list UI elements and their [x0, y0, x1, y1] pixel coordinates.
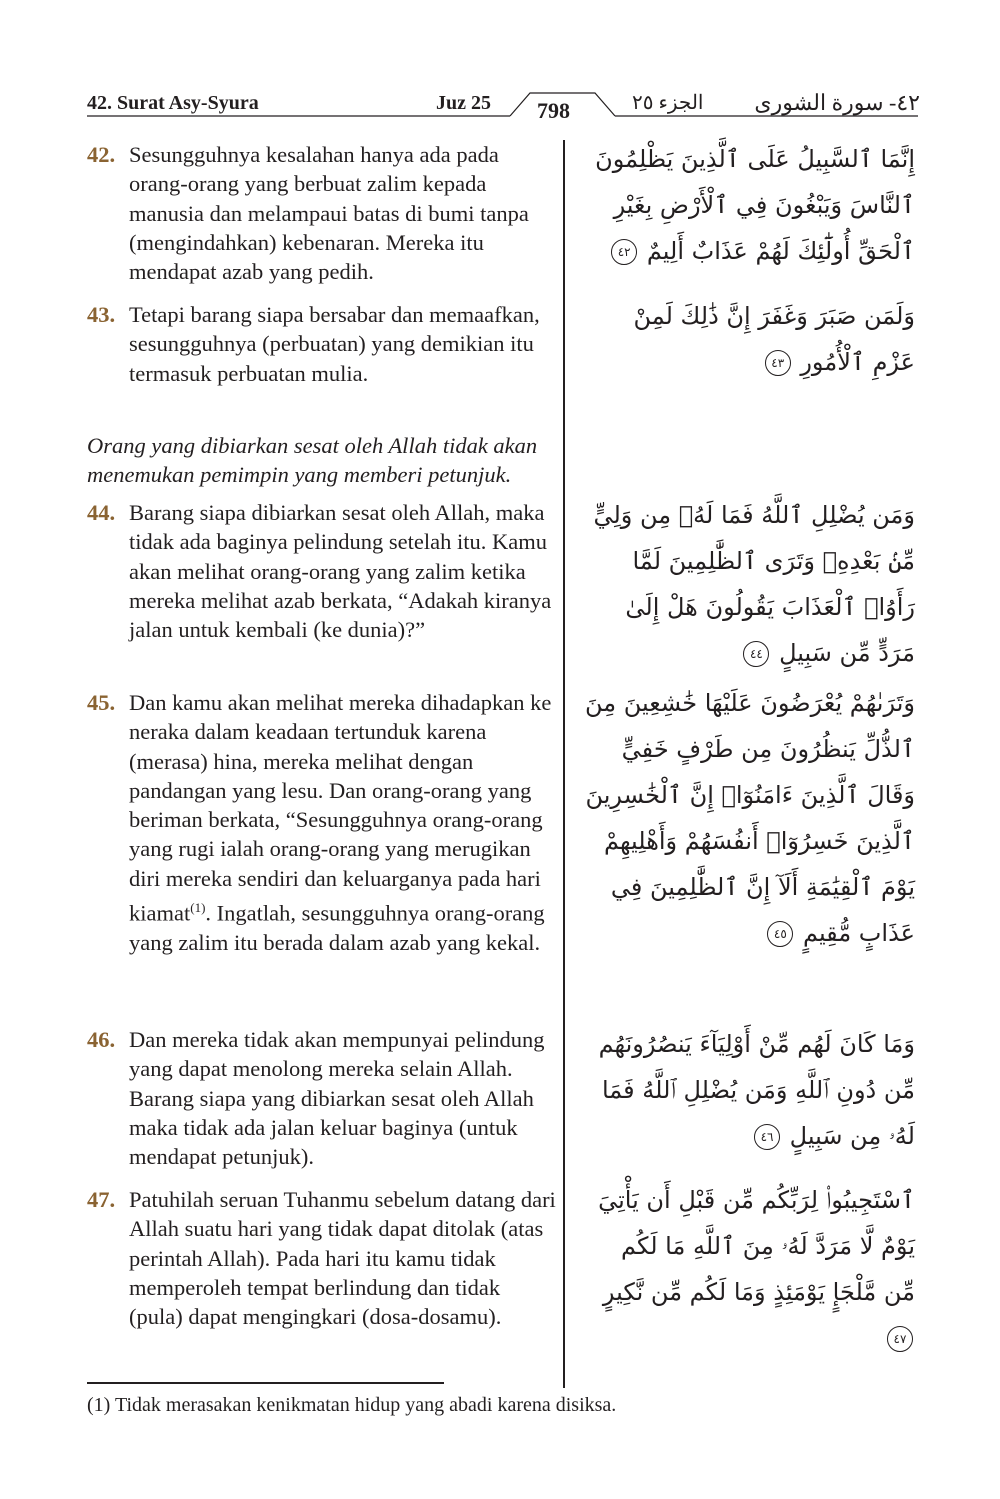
verse-number: 43. [87, 302, 116, 327]
footnote: (1) Tidak merasakan kenikmatan hidup yang abadi karena disiksa. [87, 1394, 617, 1416]
arabic-text: ٱسْتَجِيبُوا۟ لِرَبِّكُم مِّن قَبْلِ أَن يَأْتِيَ يَوْمٌ لَّا مَرَدَّ لَهُۥ مِنَ ٱللَّهِ مَا لَكُم مِّن مَّلْجَإٍ يَوْمَئِذٍ وَمَا لَكُم مِّن نَّكِيرٍ [598, 1186, 915, 1306]
verse-45-translation [87, 688, 557, 957]
surah-title-latin: 42. Surat Asy-Syura [87, 92, 259, 114]
verse-42-arabic [585, 136, 915, 274]
verse-text: Tetapi barang siapa bersabar dan memaafkan, sesungguhnya (perbuatan) yang demikian itu termasuk perbuatan mulia. [129, 302, 540, 386]
verse-42-translation [87, 140, 557, 286]
section-summary: Orang yang dibiarkan sesat oleh Allah tidak akan menemukan pemimpin yang memberi petunjuk. [87, 433, 538, 488]
verse-46-translation [87, 1025, 557, 1171]
arabic-text: وَمَن يُضْلِلِ ٱللَّهُ فَمَا لَهُۥ مِن وَلِيٍّ مِّنۢ بَعْدِهِۦ وَتَرَى ٱلظَّٰلِمِينَ لَمَّا رَأَوُا۟ ٱلْعَذَابَ يَقُولُونَ هَلْ إِلَىٰ مَرَدٍّ مِّن سَبِيلٍ [593, 501, 915, 667]
page-header [0, 88, 1000, 128]
verse-text [129, 688, 557, 957]
ayah-end-marker: ٤٥ [767, 921, 793, 947]
ayah-end-marker: ٤٢ [611, 239, 637, 265]
ayah-end-marker: ٤٣ [765, 350, 791, 376]
verse-text-part: Dan kamu akan melihat mereka dihadapkan ke neraka dalam keadaan tertunduk karena (merasa) hina, mereka melihat dengan pandangan yang lesu. Dan orang-orang yang beriman berkata, “Sesungguhnya orang-orang yang rugi ialah orang-orang yang merugikan diri mereka sendiri dan keluarganya pada hari kiamat [129, 690, 552, 926]
arabic-text: وَتَرَىٰهُمْ يُعْرَضُونَ عَلَيْهَا خَٰشِعِينَ مِنَ ٱلذُّلِّ يَنظُرُونَ مِن طَرْفٍ خَفِيٍّ وَقَالَ ٱلَّذِينَ ءَامَنُوٓا۟ إِنَّ ٱلْخَٰسِرِينَ ٱلَّذِينَ خَسِرُوٓا۟ أَنفُسَهُمْ وَأَهْلِيهِمْ يَوْمَ ٱلْقِيَٰمَةِ أَلَآ إِنَّ ٱلظَّٰلِمِينَ فِي عَذَابٍ مُّقِيمٍ [585, 689, 915, 947]
arabic-text: إِنَّمَا ٱلسَّبِيلُ عَلَى ٱلَّذِينَ يَظْلِمُونَ ٱلنَّاسَ وَيَبْغُونَ فِي ٱلْأَرْضِ بِغَيْرِ ٱلْحَقِّ أُولَٰٓئِكَ لَهُمْ عَذَابٌ أَلِيمٌ [595, 145, 915, 265]
ayah-end-marker: ٤٦ [754, 1124, 780, 1150]
verse-46-arabic [585, 1021, 915, 1159]
footnote-divider [87, 1382, 444, 1384]
footnote-ref[interactable]: (1) [190, 900, 206, 916]
surah-title-arabic: ٤٢- سورة الشورى [754, 90, 920, 115]
verse-number: 47. [87, 1187, 116, 1212]
juz-label-arabic: الجزء ٢٥ [632, 92, 704, 114]
verse-43-arabic [585, 293, 915, 385]
verse-47-arabic [585, 1177, 915, 1361]
verse-number: 44. [87, 500, 116, 525]
verse-47-translation [87, 1185, 557, 1331]
verse-text: Barang siapa dibiarkan sesat oleh Allah, maka tidak ada baginya pelindung setelah itu. Kamu akan melihat orang-orang yang zalim ketika mereka melihat azab berkata, “Adakah kiranya jalan untuk kembali (ke dunia)?” [129, 500, 552, 643]
juz-label-latin: Juz 25 [436, 92, 491, 114]
ayah-end-marker: ٤٧ [887, 1326, 913, 1352]
column-divider [563, 140, 565, 1388]
verse-text: Sesungguhnya kesalahan hanya ada pada orang-orang yang berbuat zalim kepada manusia dan melampaui batas di bumi tanpa (mengindahkan) kebenaran. Mereka itu mendapat azab yang pedih. [129, 142, 529, 285]
arabic-text: وَلَمَن صَبَرَ وَغَفَرَ إِنَّ ذَٰلِكَ لَمِنْ عَزْمِ ٱلْأُمُورِ [633, 302, 915, 376]
verse-number: 42. [87, 142, 116, 167]
arabic-text: وَمَا كَانَ لَهُم مِّنْ أَوْلِيَآءَ يَنصُرُونَهُم مِّن دُونِ ٱللَّهِ وَمَن يُضْلِلِ ٱللَّهُ فَمَا لَهُۥ مِن سَبِيلٍ [598, 1030, 915, 1150]
verse-45-arabic [585, 680, 915, 956]
verse-43-translation [87, 300, 557, 388]
verse-text: Patuhilah seruan Tuhanmu sebelum datang dari Allah suatu hari yang tidak dapat ditolak (atas perintah Allah). Pada hari itu kamu tidak memperoleh tempat berlindung dan tidak (pula) dapat mengingkari (dosa-dosamu). [129, 1187, 556, 1330]
verse-number: 46. [87, 1027, 116, 1052]
ayah-end-marker: ٤٤ [743, 641, 769, 667]
verse-number: 45. [87, 690, 116, 715]
verse-44-translation [87, 498, 557, 644]
verse-text-part: . Ingatlah, sesungguhnya orang-orang yang zalim itu berada dalam azab yang kekal. [129, 900, 545, 955]
verse-44-arabic [585, 492, 915, 676]
page-number: 798 [537, 98, 570, 123]
verse-text: Dan mereka tidak akan mempunyai pelindung yang dapat menolong mereka selain Allah. Barang siapa yang dibiarkan sesat oleh Allah maka tidak ada jalan keluar baginya (untuk mendapat petunjuk). [129, 1027, 545, 1170]
